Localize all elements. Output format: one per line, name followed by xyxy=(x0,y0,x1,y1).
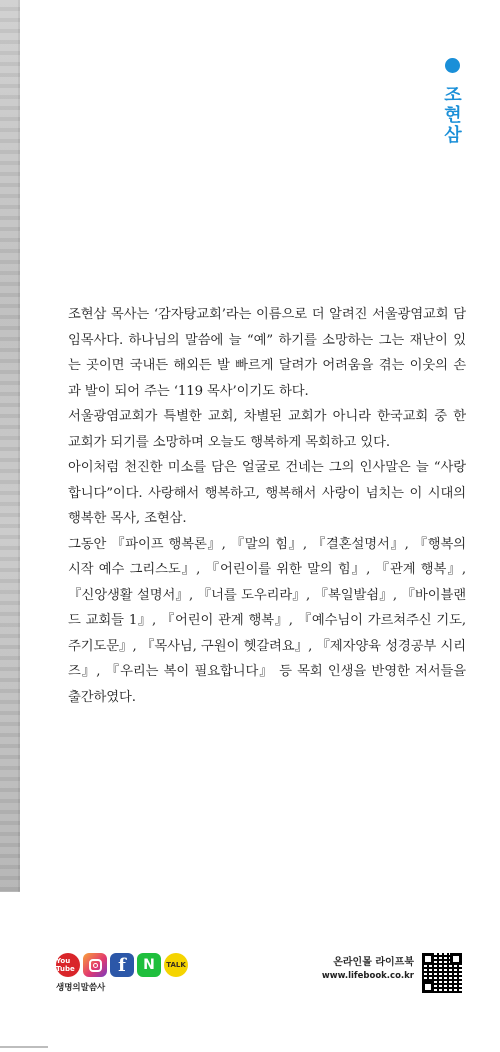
shop-url[interactable]: www.lifebook.co.kr xyxy=(321,971,414,981)
kakaotalk-icon[interactable] xyxy=(164,953,188,977)
bio-paragraph-2: 서울광염교회가 특별한 교회, 차별된 교회가 아니라 한국교회 중 한 교회가 되기를 소망하며 오늘도 행복하게 목회하고 있다. xyxy=(68,409,466,450)
shop-name: 온라인몰 라이프북 xyxy=(333,957,414,968)
instagram-icon[interactable] xyxy=(83,953,107,977)
bio-paragraph-1: 조현삼 목사는 ‘감자탕교회’라는 이름으로 더 알려진 서울광염교회 담임목사다. 하나님의 말씀에 늘 “예” 하기를 소망하는 그는 재난이 있는 곳이면 국내든 해외든 발 빠르게 달려가 어려움을 겪는 이웃의 손과 발이 되어 주는 ‘119 목사’이기도 하다. xyxy=(68,307,466,399)
kakaotalk-icon-label: TALK xyxy=(166,961,186,969)
author-marker-dot xyxy=(445,58,460,73)
youtube-icon-label: You Tube xyxy=(56,957,75,973)
youtube-icon[interactable] xyxy=(56,953,80,977)
online-shop-info xyxy=(322,956,414,982)
bio-paragraph-3: 아이처럼 천진한 미소를 담은 얼굴로 건네는 그의 인사말은 늘 “사랑합니다”이다. 사랑해서 행복하고, 행복해서 사랑이 넘치는 이 시대의 행복한 목사, 조현삼. xyxy=(68,460,466,526)
author-bio xyxy=(68,302,466,710)
instagram-camera-glyph xyxy=(89,959,102,972)
facebook-icon-label: f xyxy=(118,954,126,976)
bio-paragraph-4: 그동안 『파이프 행복론』, 『말의 힘』, 『결혼설명서』, 『행복의 시작 예수 그리스도』, 『어린이를 위한 말의 힘』, 『관계 행복』, 『신앙생활 설명서』, 『너를 도우리라』, 『복일발쉼』, 『바이블랜드 교회들 1』, 『어린이 관계 행복』, 『예수님이 가르쳐주신 기도, 주기도문』, 『목사님, 구원이 헷갈려요』, 『제자양육 성경공부 시리즈』, 『우리는 복이 필요합니다』 등 목회 인생을 반영한 저서들을 출간하였다. xyxy=(68,536,466,705)
facebook-icon[interactable] xyxy=(110,953,134,977)
publisher-name: 생명의말씀사 xyxy=(56,983,106,993)
author-name-vertical: 조현삼 xyxy=(444,85,462,146)
stone-texture-strip xyxy=(0,0,20,892)
qr-code-icon[interactable] xyxy=(422,953,462,993)
footer xyxy=(56,953,466,999)
naver-icon-label: N xyxy=(143,957,155,973)
bottom-edge-line xyxy=(0,1046,48,1048)
naver-icon[interactable] xyxy=(137,953,161,977)
